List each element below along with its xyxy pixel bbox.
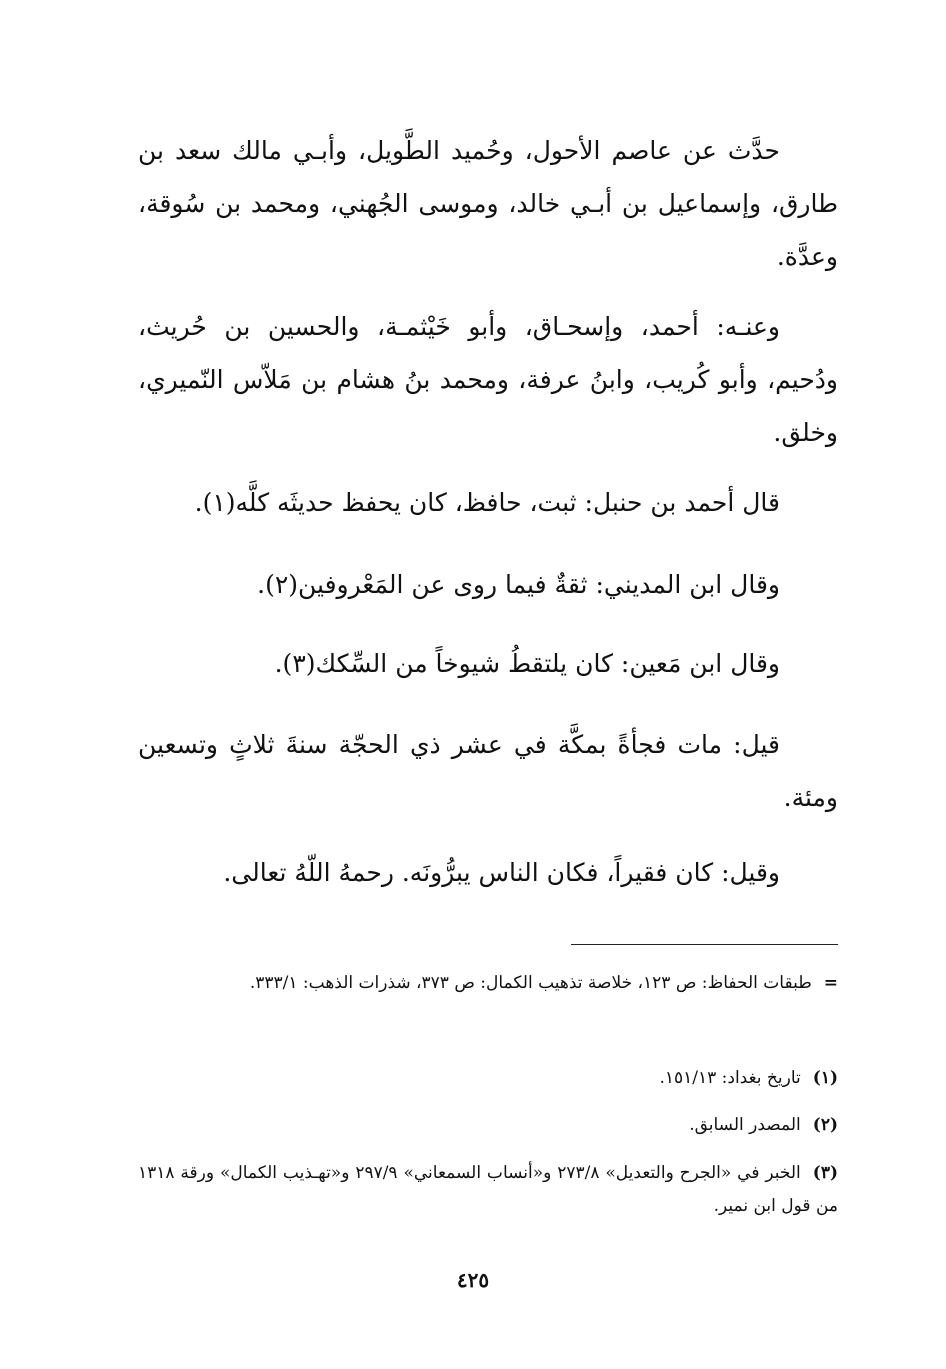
paragraph-maeen-quote: وقال ابن مَعين: كان يلتقطُ شيوخاً من السِّكك(٣). [274,649,780,678]
footnote-marker: (٢) [812,1115,838,1135]
footnote-3 [138,1157,838,1223]
footnote-text: الخبر في «الجرح والتعديل» ٢٧٣/٨ و«أنساب السمعاني» ٢٩٧/٩ و«تهـذيب الكمال» ورقة ١٣١٨ من قول ابن نمير. [138,1163,838,1216]
page-number: ٤٢٥ [456,1268,490,1292]
footnote-text: المصدر السابق. [689,1115,801,1135]
footnote-marker: (٣) [812,1163,838,1183]
paragraph-madini-quote: وقال ابن المديني: ثقةٌ فيما روى عن المَعْروفين(٢). [257,570,780,599]
paragraph-poverty: وقيل: كان فقيراً، فكان الناس يبرُّونَه. رحمهُ اللّهُ تعالى. [223,858,780,887]
paragraph-teachers: حدَّث عن عاصم الأحول، وحُميد الطَّويل، وأبـي مالك سعد بن طارق، وإسماعيل بن أبـي خالد، وموسى الجُهني، ومحمد بن سُوقة، وعدَّة. [138,136,838,271]
footnote-marker: = [823,973,838,993]
paragraph-ahmad-quote: قال أحمد بن حنبل: ثبت، حافظ، كان يحفظ حديثَه كلَّه(١). [194,488,780,517]
footnote-continuation [138,967,838,1000]
paragraph-students: وعنـه: أحمد، وإسحـاق، وأبو خَيْثمـة، والحسين بن حُريث، ودُحيم، وأبو كُريب، وابنُ عرفة، ومحمد بنُ هشام بن مَلاّس النّميري، وخلق. [138,312,838,447]
footnote-text: طبقات الحفاظ: ص ١٢٣، خلاصة تذهيب الكمال: ص ٣٧٣، شذرات الذهب: ٣٣٣/١. [249,973,812,993]
footnote-1 [138,1062,838,1095]
paragraph-death: قيل: مات فجأةً بمكَّة في عشر ذي الحجّة سنةَ ثلاثٍ وتسعين ومئة. [138,730,838,812]
footnote-2 [138,1109,838,1142]
footnote-text: تاريخ بغداد: ١٥١/١٣. [659,1068,801,1088]
footnote-marker: (١) [812,1068,838,1088]
footnote-separator [571,944,838,945]
